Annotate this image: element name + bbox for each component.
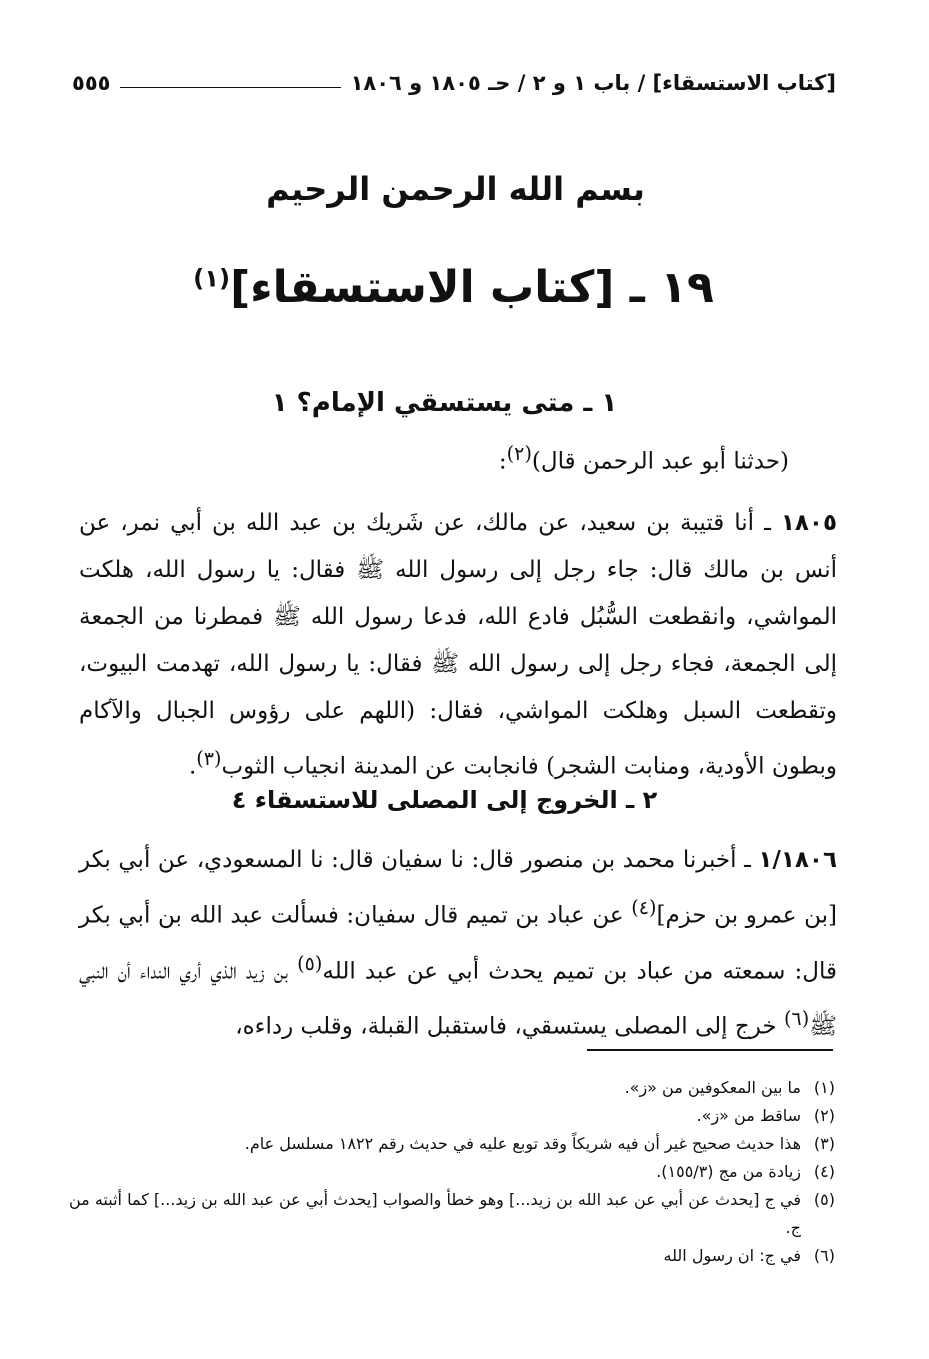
hadith-number: ١/١٨٠٦ (758, 847, 837, 873)
footnotes-list (69, 1074, 835, 1270)
footnote-marker: (١) (813, 1078, 835, 1097)
intro-suffix: : (498, 448, 507, 475)
footnote-ref: (٦) (783, 1007, 810, 1031)
hadith-text: خرج إلى المصلى يستسقي، فاستقبل القبلة، وقلب رداءه، (235, 1013, 784, 1040)
hadith-text: بن زيد الذي أري النداء أن النبي ﷺ (79, 958, 837, 1040)
footnote-item (69, 1130, 835, 1158)
footnote-item (69, 1102, 835, 1130)
book-title-text: ١٩ ـ [كتاب الاستسقاء] (230, 262, 714, 313)
hadith-text: ـ أخبرنا محمد بن منصور قال: نا سفيان قال: نا المسعودي، عن أبي بكر [بن عمرو بن حزم] (79, 847, 837, 929)
footnote-text: في ج: ان رسول الله (663, 1246, 801, 1265)
chapter-heading-2: ٢ ـ الخروج إلى المصلى للاستسقاء ٤ (231, 786, 658, 814)
footnote-marker: (٣) (813, 1134, 835, 1153)
running-header-title: [كتاب الاستسقاء] / باب ١ و ٢ / حـ ١٨٠٥ و ١٨٠٦ (350, 71, 836, 95)
footnote-text: زيادة من مج (١٥٥/٣). (656, 1162, 801, 1181)
intro-text: (حدثنا أبو عبد الرحمن قال) (531, 448, 789, 475)
footnote-text: هذا حديث صحيح غير أن فيه شريكاً وقد توبع عليه في حديث رقم ١٨٢٢ مسلسل عام. (244, 1134, 801, 1153)
footnote-text: في ج [يحدث عن أبي عن عبد الله بن زيد...] وهو خطأ والصواب [يحدث أبي عن عبد الله بن زيد...] كما أثبته من ج. (69, 1190, 801, 1237)
running-header (72, 66, 836, 100)
footnote-ref: (١) (193, 264, 231, 293)
footnote-ref: (٤) (631, 896, 657, 919)
hadith-1806-paragraph (79, 837, 837, 1051)
footnote-marker: (٦) (813, 1246, 835, 1265)
footnote-item (69, 1158, 835, 1186)
footnote-item (69, 1074, 835, 1102)
hadith-text-end: . (188, 753, 197, 780)
book-title (0, 262, 929, 313)
hadith-text: ـ أنا قتيبة بن سعيد، عن مالك، عن شَريك بن عبد الله بن أبي نمر، عن أنس بن مالك قال: جاء رجل إلى رسول الله ﷺ فقال: يا رسول الله، هلكت المواشي، وانقطعت السُّبُل فادع الله، فدعا رسول الله ﷺ فمطرنا من الجمعة إلى الجمعة، فجاء رجل إلى رسول الله ﷺ فقال: يا رسول الله، تهدمت البيوت، وتقطعت السبل وهلكت المواشي، فقال: (اللهم على رؤوس الجبال والآكام وبطون الأودية، ومنابت الشجر) فانجابت عن المدينة انجياب الثوب (79, 510, 837, 780)
footnote-item (69, 1186, 835, 1242)
footnote-separator (587, 1049, 833, 1051)
hadith-1805-paragraph (79, 500, 837, 791)
footnote-text: ساقط من «ز». (696, 1106, 801, 1125)
footnote-marker: (٤) (813, 1162, 835, 1181)
chapter-heading-1: ١ ـ متى يستسقي الإمام؟ ١ (271, 388, 618, 418)
hadith-number: ١٨٠٥ (780, 510, 837, 536)
basmala: بسم الله الرحمن الرحيم (266, 170, 645, 208)
intro-line (499, 442, 789, 475)
footnote-marker: (٢) (813, 1106, 835, 1125)
footnote-ref: (٣) (196, 747, 222, 770)
header-rule (120, 87, 340, 88)
footnote-marker: (٥) (813, 1190, 835, 1209)
footnote-text: ما بين المعكوفين من «ز». (624, 1078, 801, 1097)
hadith-text: عن عباد بن تميم قال سفيان: فسألت عبد الله بن أبي بكر قال: سمعته من عباد بن تميم يحدث أبي عن عبد الله (79, 902, 837, 985)
footnote-ref: (٥) (297, 951, 323, 975)
footnote-item (69, 1242, 835, 1270)
footnote-ref: (٢) (506, 442, 532, 465)
page-number: ٥٥٥ (72, 71, 111, 95)
